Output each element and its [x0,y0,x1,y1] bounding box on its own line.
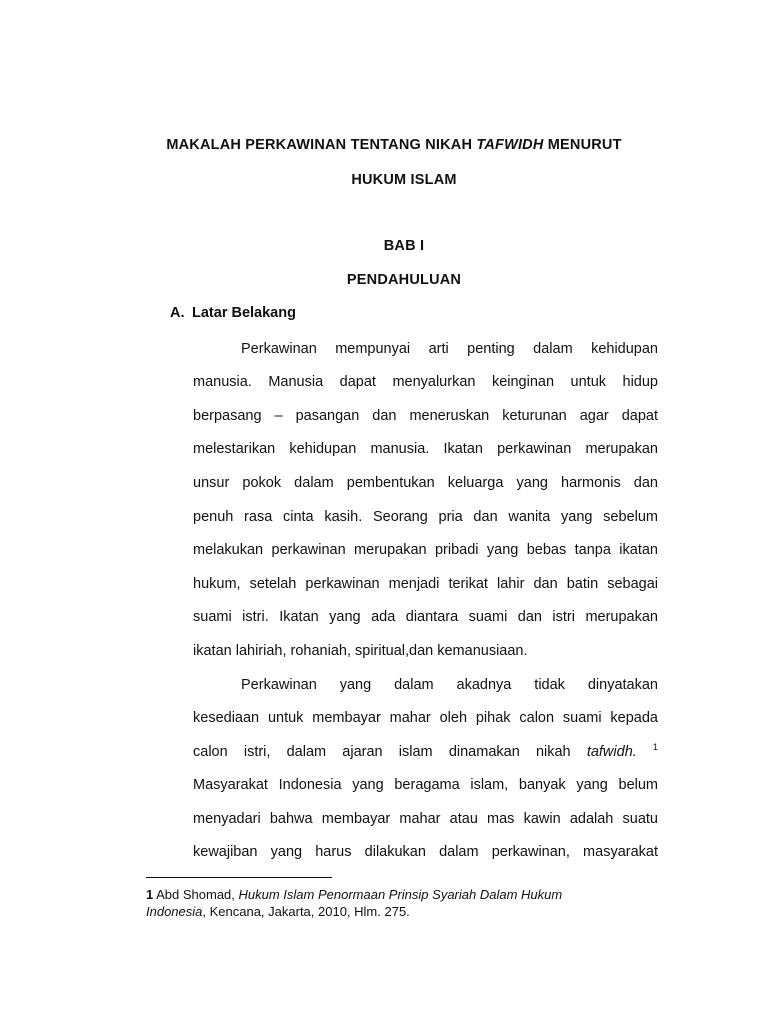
paragraph-1-line: Perkawinan mempunyai arti penting dalam kehidupan [241,341,658,357]
chapter-name: PENDAHULUAN [346,272,462,288]
paragraph-1-line: manusia. Manusia dapat menyalurkan keinginan untuk hidup [193,374,658,390]
chapter-label: BAB I [383,238,425,254]
paragraph-2-line: kewajiban yang harus dilakukan dalam perkawinan, masyarakat [193,844,658,860]
paragraph-2-line: Masyarakat Indonesia yang beragama islam, banyak yang belum [193,777,658,793]
paragraph-1-line: berpasang – pasangan dan meneruskan keturunan agar dapat [193,408,658,424]
footnote-book-title-cont: Indonesia [146,904,203,919]
paragraph-2-line: Perkawinan yang dalam akadnya tidak dinyatakan [241,677,658,693]
footnote-number: 1 [146,887,154,902]
paragraph-1-line: melestarikan kehidupan manusia. Ikatan perkawinan merupakan [193,441,658,457]
footnote-line-1: 1 Abd Shomad, Hukum Islam Penormaan Prinsip Syariah Dalam Hukum [146,887,563,902]
paragraph-1-line: penuh rasa cinta kasih. Seorang pria dan wanita yang sebelum [193,509,658,525]
title-italic-term: TAFWIDH [476,137,544,153]
paragraph-1-line: suami istri. Ikatan yang ada diantara suami dan istri merupakan [193,609,658,625]
paragraph-2-line: menyadari bahwa membayar mahar atau mas kawin adalah suatu [193,811,658,827]
italic-term-tafwidh: tafwidh. [586,744,637,760]
section-heading [170,305,296,321]
footnote-line-2: Indonesia, Kencana, Jakarta, 2010, Hlm. 275. [146,904,410,919]
paragraph-2-line: kesediaan untuk membayar mahar oleh pihak calon suami kepada [193,710,658,726]
paragraph-1-line: hukum, setelah perkawinan menjadi terikat lahir dan batin sebagai [193,576,658,592]
paragraph-1-line: melakukan perkawinan merupakan pribadi yang bebas tanpa ikatan [193,542,658,558]
document-title-line-2: HUKUM ISLAM [351,172,457,188]
paragraph-1-line: unsur pokok dalam pembentukan keluarga yang harmonis dan [193,475,658,491]
footnote-book-title: Hukum Islam Penormaan Prinsip Syariah Dalam Hukum [238,887,563,902]
footnote-reference: 1 [653,742,659,753]
paragraph-1-line: ikatan lahiriah, rohaniah, spiritual,dan kemanusiaan. [193,643,528,659]
document-title-line-1: MAKALAH PERKAWINAN TENTANG NIKAH TAFWIDH MENURUT [166,137,622,153]
footnote-separator [146,877,332,878]
paragraph-2-line: calon istri, dalam ajaran islam dinamakan nikah tafwidh. $^1$ [193,742,659,760]
section-title: Latar Belakang [192,305,296,321]
section-number: A. [170,305,185,321]
